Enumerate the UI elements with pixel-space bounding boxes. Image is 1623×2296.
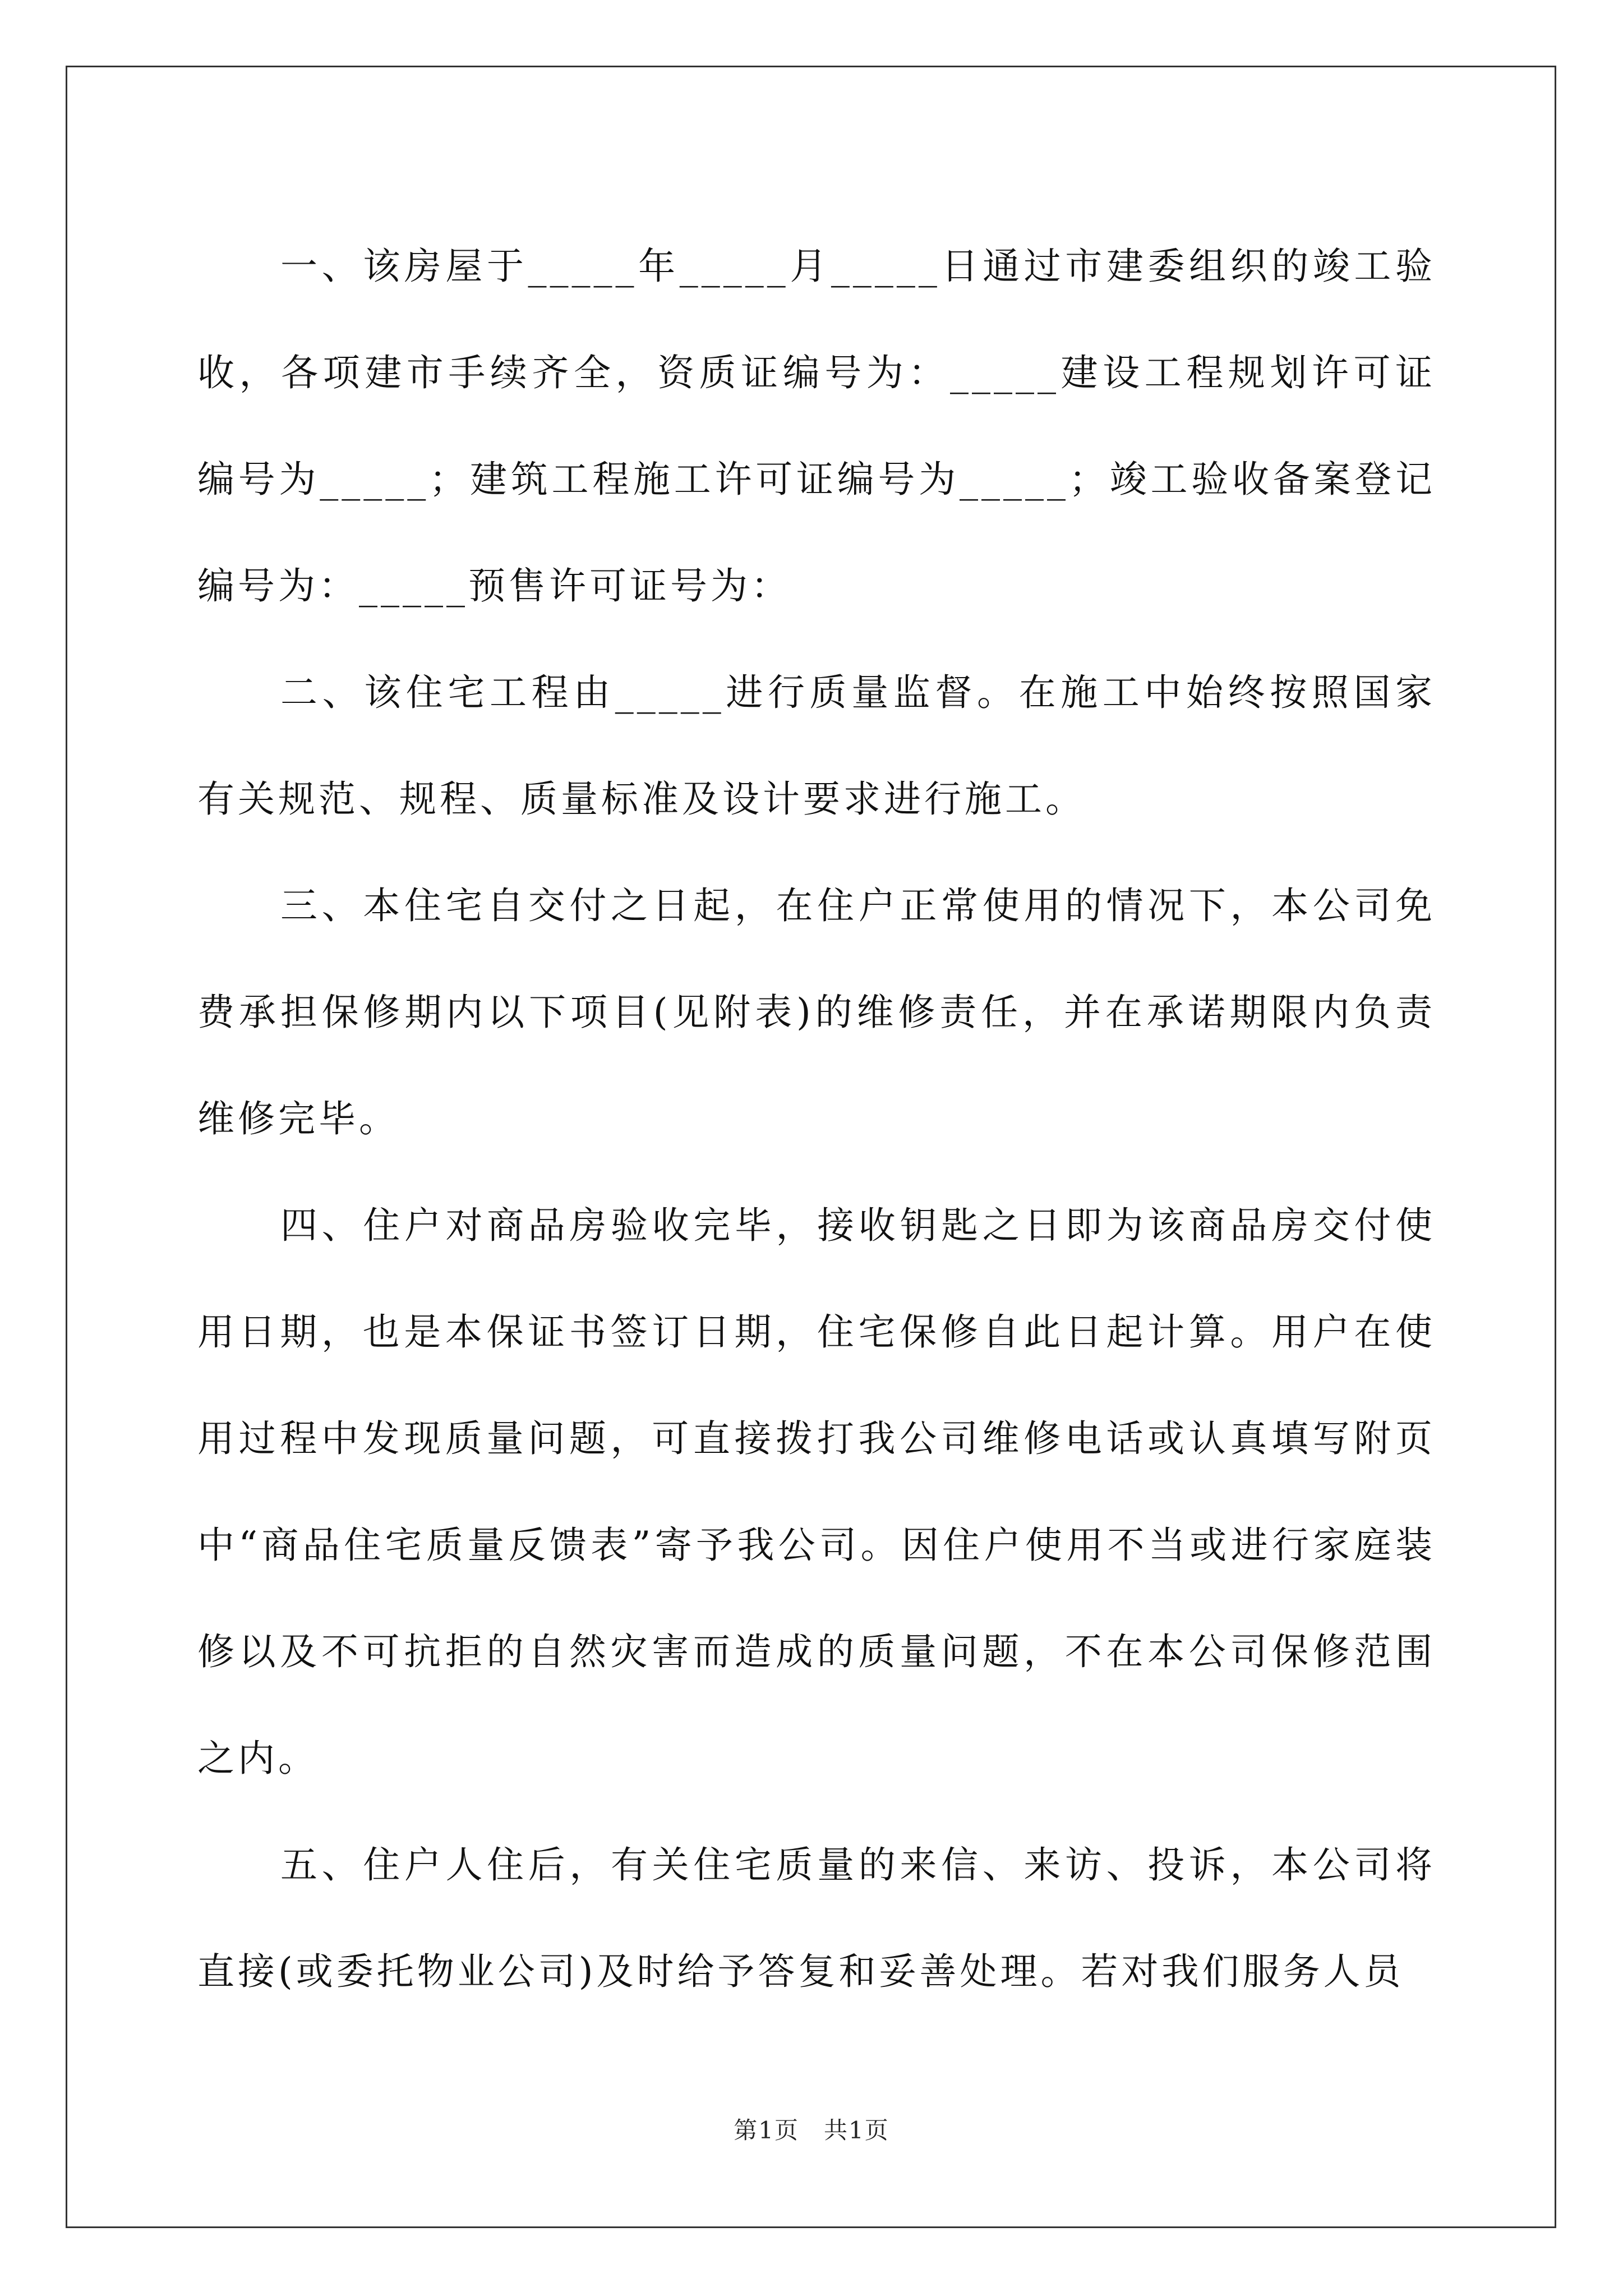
paragraph-3: 三、本住宅自交付之日起，在住户正常使用的情况下，本公司免费承担保修期内以下项目(见附表)的维修责任，并在承诺期限内负责维修完毕。 xyxy=(197,884,1436,1140)
document-body xyxy=(197,213,1436,2025)
paragraph-2: 二、该住宅工程由_____进行质量监督。在施工中始终按照国家有关规范、规程、质量标准及设计要求进行施工。 xyxy=(197,671,1436,821)
paragraph-5: 五、住户人住后，有关住宅质量的来信、来访、投诉，本公司将直接(或委托物业公司)及时给予答复和妥善处理。若对我们服务人员 xyxy=(197,1843,1436,1993)
paragraph-4: 四、住户对商品房验收完毕，接收钥匙之日即为该商品房交付使用日期，也是本保证书签订日期，住宅保修自此日起计算。用户在使用过程中发现质量问题，可直接拨打我公司维修电话或认真填写附页中“商品住宅质量反馈表”寄予我公司。因住户使用不当或进行家庭装修以及不可抗拒的自然灾害而造成的质量问题，不在本公司保修范围之内。 xyxy=(197,1204,1436,1780)
paragraph-1: 一、该房屋于_____年_____月_____日通过市建委组织的竣工验收，各项建市手续齐全，资质证编号为：_____建设工程规划许可证编号为_____；建筑工程施工许可证编号为_____；竣工验收备案登记编号为：_____预售许可证号为： xyxy=(197,245,1436,608)
page-footer: 第1页 共1页 xyxy=(734,2116,889,2144)
